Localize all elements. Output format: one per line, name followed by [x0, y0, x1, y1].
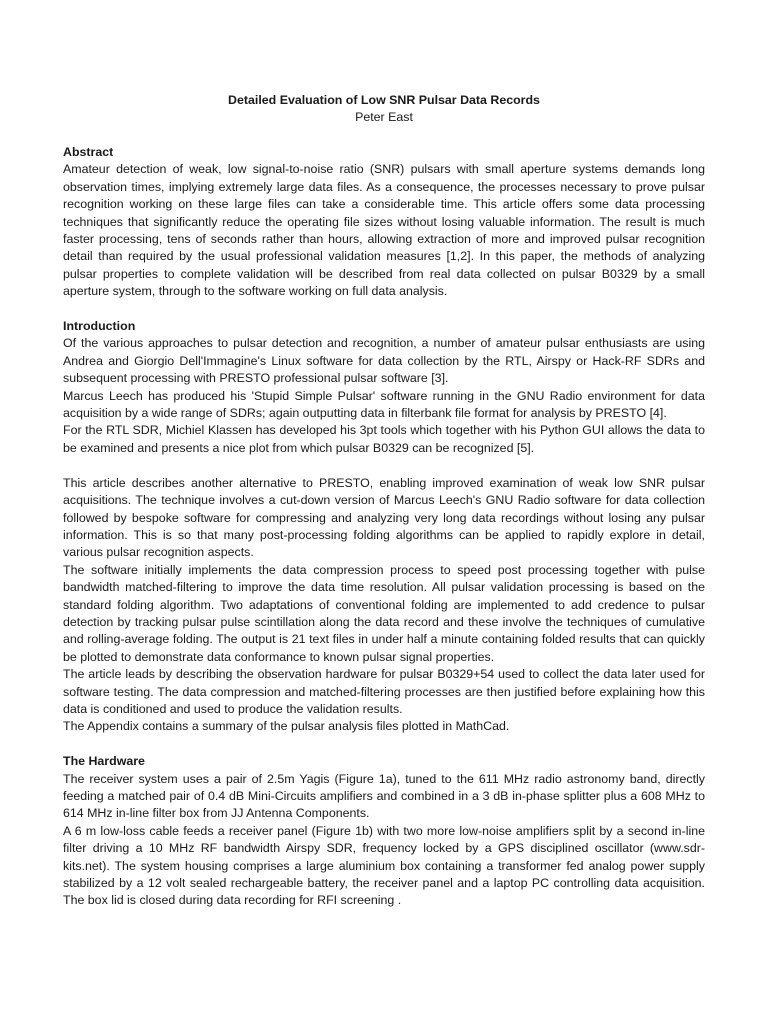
introduction-paragraph: The software initially implements the data compression process to speed post processing together with pulse bandwidth matched-filtering to improve the data time resolution. All pulsar validation processing is based on the standard folding algorithm. Two adaptations of conventional folding are implemented to add credence to pulsar detection by tracking pulsar pulse scintillation along the data record and these involve the techniques of cumulative and rolling-average folding. The output is 21 text files in under half a minute containing folded results that can quickly be plotted to demonstrate data conformance to known pulsar signal properties.: [63, 562, 705, 664]
introduction-heading: Introduction: [63, 319, 136, 334]
hardware-paragraph: A 6 m low-loss cable feeds a receiver panel (Figure 1b) with two more low-noise amplifiers split by a second in-line filter driving a 10 MHz RF bandwidth Airspy SDR, frequency locked by a GPS disciplined oscillator (www.sdr-kits.net). The system housing comprises a large aluminium box containing a transformer fed analog power supply stabilized by a 12 volt sealed rechargeable battery, the receiver panel and a laptop PC controlling data acquisition. The box lid is closed during data recording for RFI screening .: [63, 823, 705, 908]
paper-title: Detailed Evaluation of Low SNR Pulsar Data Records: [228, 93, 540, 107]
paragraph-spacer: [63, 457, 705, 474]
section-spacer: [63, 301, 705, 318]
introduction-paragraph: Marcus Leech has produced his 'Stupid Simple Pulsar' software running in the GNU Radio environment for data acquisition by a wide range of SDRs; again outputting data in filterbank file format for analysis by PRESTO [4].: [63, 388, 705, 421]
introduction-paragraph: The Appendix contains a summary of the pulsar analysis files plotted in MathCad.: [63, 719, 510, 734]
introduction-paragraph: For the RTL SDR, Michiel Klassen has developed his 3pt tools which together with his Python GUI allows the data to be examined and presents a nice plot from which pulsar B0329 can be recognized [5].: [63, 423, 705, 455]
section-spacer: [63, 736, 705, 753]
paper-author: Peter East: [355, 110, 413, 124]
hardware-paragraph: The receiver system uses a pair of 2.5m Yagis (Figure 1a), tuned to the 611 MHz radio astronomy band, directly feeding a matched pair of 0.4 dB Mini-Circuits amplifiers and combined in a 3 dB in-phase splitter plus a 608 MHz to 614 MHz in-line filter box from JJ Antenna Components.: [63, 771, 705, 821]
hardware-heading: The Hardware: [63, 754, 145, 769]
introduction-paragraph: This article describes another alternative to PRESTO, enabling improved examination of weak low SNR pulsar acquisitions. The technique involves a cut-down version of Marcus Leech's GNU Radio software for data collection followed by bespoke software for compressing and analyzing very long data recordings without losing any pulsar information. This is so that many post-processing folding algorithms can be applied to rapidly explore in detail, various pulsar recognition aspects.: [63, 475, 705, 560]
hardware-section: [63, 753, 705, 910]
introduction-paragraph: The article leads by describing the observation hardware for pulsar B0329+54 used to collect the data later used for software testing. The data compression and matched-filtering processes are then justified before explaining how this data is conditioned and used to produce the validation results.: [63, 667, 705, 716]
abstract-heading: Abstract: [63, 145, 114, 159]
introduction-section: [63, 318, 705, 736]
abstract-paragraph: Amateur detection of weak, low signal-to-noise ratio (SNR) pulsars with small aperture systems demands long observation times, implying extremely large data files. As a consequence, the processes necessary to prove pulsar recognition working on these large files can take a considerable time. This article offers some data processing techniques that significantly reduce the operating file sizes without losing valuable information. The result is much faster processing, tens of seconds rather than hours, allowing extraction of more and improved pulsar recognition detail than required by the usual professional validation measures [1,2]. In this paper, the methods of analyzing pulsar properties to complete validation will be described from real data collected on pulsar B0329 by a small aperture system, through to the software working on full data analysis.: [63, 162, 705, 299]
introduction-paragraph: Of the various approaches to pulsar detection and recognition, a number of amateur pulsar enthusiasts are using Andrea and Giorgio Dell'Immagine's Linux software for data collection by the RTL, Airspy or Hack-RF SDRs and subsequent processing with PRESTO professional pulsar software [3].: [63, 336, 705, 386]
abstract-section: [63, 144, 705, 301]
